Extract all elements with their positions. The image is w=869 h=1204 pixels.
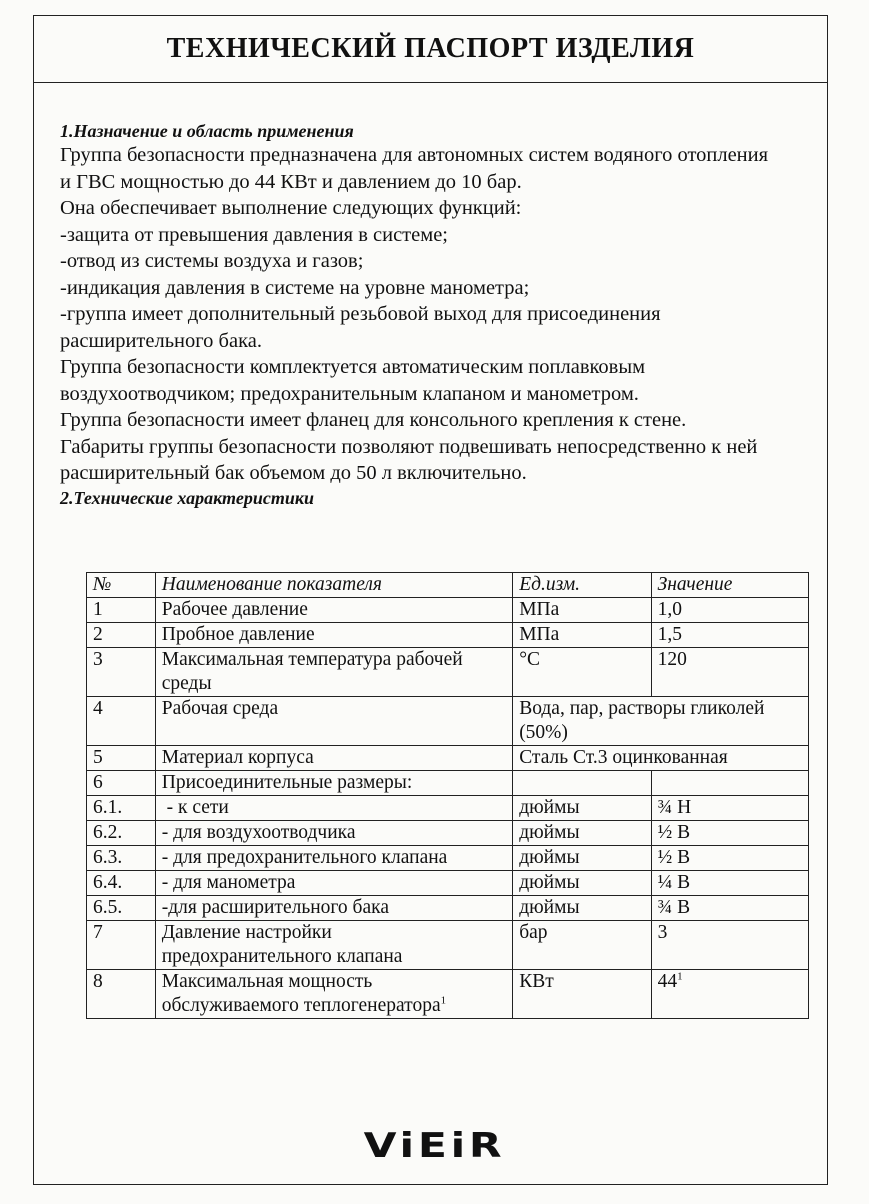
row-name: Материал корпуса xyxy=(155,746,512,771)
row-unit xyxy=(513,771,651,796)
table-row xyxy=(87,697,809,746)
table-row xyxy=(87,821,809,846)
row-name: Давление настройки предохранительного клапана xyxy=(155,921,512,970)
list-item: -отвод из системы воздуха и газов; xyxy=(60,250,364,272)
column-header: Наименование показателя xyxy=(155,573,512,598)
table-row xyxy=(87,623,809,648)
paragraph: Группа безопасности предназначена для автономных систем водяного отопления и ГВС мощностью до 44 КВт и давлением до 10 бар. xyxy=(60,144,769,193)
table-row xyxy=(87,746,809,771)
column-header: № xyxy=(87,573,156,598)
footnote-mark: 1 xyxy=(677,970,683,983)
paragraph: Она обеспечивает выполнение следующих функций: xyxy=(60,197,522,219)
row-number: 8 xyxy=(87,970,156,1019)
row-unit-value: Вода, пар, растворы гликолей (50%) xyxy=(513,697,809,746)
row-value: ½ В xyxy=(651,821,808,846)
row-name: - для воздухоотводчика xyxy=(155,821,512,846)
section-heading: 2.Технические характеристики xyxy=(60,487,314,508)
column-header: Ед.изм. xyxy=(513,573,651,598)
list-item: -индикация давления в системе на уровне манометра; xyxy=(60,276,530,299)
table-row xyxy=(87,771,809,796)
row-name: - для манометра xyxy=(155,871,512,896)
row-unit: дюймы xyxy=(513,846,651,871)
row-number: 2 xyxy=(87,623,156,648)
row-name-cell xyxy=(155,970,512,1019)
row-unit: °C xyxy=(513,648,651,697)
vieir-logo: ViEiR xyxy=(363,1126,506,1166)
table-row xyxy=(87,648,809,697)
row-name: Рабочее давление xyxy=(155,598,512,623)
row-unit: МПа xyxy=(513,623,651,648)
footnote-mark: 1 xyxy=(440,994,447,1007)
section-heading: 1.Назначение и область применения xyxy=(60,121,354,141)
title-row xyxy=(34,16,827,83)
row-value: 120 xyxy=(651,648,808,697)
paragraph: Группа безопасности имеет фланец для консольного крепления к стене. xyxy=(60,409,687,431)
row-unit: бар xyxy=(513,921,651,970)
row-number: 6.3. xyxy=(87,846,156,871)
row-value: 3 xyxy=(651,921,808,970)
row-unit: дюймы xyxy=(513,871,651,896)
row-value: 1,0 xyxy=(651,598,808,623)
row-number: 6.5. xyxy=(87,896,156,921)
table-row xyxy=(87,871,809,896)
row-unit: КВт xyxy=(513,970,651,1019)
row-unit: МПа xyxy=(513,598,651,623)
row-number: 6.4. xyxy=(87,871,156,896)
row-name: - для предохранительного клапана xyxy=(155,846,512,871)
row-number: 6.2. xyxy=(87,821,156,846)
page-title: ТЕХНИЧЕСКИЙ ПАСПОРТ ИЗДЕЛИЯ xyxy=(166,33,695,64)
row-value: ¼ В xyxy=(651,871,808,896)
row-value-cell xyxy=(651,970,808,1019)
row-unit: дюймы xyxy=(513,896,651,921)
row-number: 6 xyxy=(87,771,156,796)
table-row xyxy=(87,846,809,871)
row-number: 4 xyxy=(87,697,156,746)
row-name: Присоединительные размеры: xyxy=(155,771,512,796)
row-value: ½ В xyxy=(651,846,808,871)
row-number: 6.1. xyxy=(87,796,156,821)
row-unit-value: Сталь Ст.3 оцинкованная xyxy=(513,746,809,771)
column-header: Значение xyxy=(651,573,808,598)
row-value: ¾ В xyxy=(651,896,808,921)
row-value xyxy=(651,771,808,796)
section-purpose xyxy=(60,120,780,509)
row-value: 44 xyxy=(657,971,678,992)
row-name: Рабочая среда xyxy=(155,697,512,746)
row-value: ¾ Н xyxy=(651,796,808,821)
table-row xyxy=(87,896,809,921)
table-row xyxy=(87,796,809,821)
table-row xyxy=(87,921,809,970)
row-name: -для расширительного бака xyxy=(155,896,512,921)
row-name: - к сети xyxy=(155,796,512,821)
list-item: -защита от превышения давления в системе; xyxy=(60,223,448,246)
row-name: Пробное давление xyxy=(155,623,512,648)
row-name: Максимальная мощность обслуживаемого теплогенератора xyxy=(161,971,441,1016)
paragraph: Габариты группы безопасности позволяют подвешивать непосредственно к ней расширительный бак объемом до 50 л включительно. xyxy=(60,435,758,484)
row-number: 5 xyxy=(87,746,156,771)
row-name: Максимальная температура рабочей среды xyxy=(155,648,512,697)
row-unit: дюймы xyxy=(513,796,651,821)
spec-table xyxy=(86,572,809,1019)
row-number: 1 xyxy=(87,598,156,623)
table-header-row xyxy=(87,573,809,598)
row-number: 7 xyxy=(87,921,156,970)
list-item: -группа имеет дополнительный резьбовой выход для присоединения расширительного бака. xyxy=(60,303,661,352)
row-unit: дюймы xyxy=(513,821,651,846)
row-value: 1,5 xyxy=(651,623,808,648)
row-number: 3 xyxy=(87,648,156,697)
table-row xyxy=(87,970,809,1019)
paragraph: Группа безопасности комплектуется автоматическим поплавковым воздухоотводчиком; предохранительным клапаном и манометром. xyxy=(60,356,646,405)
table-row xyxy=(87,598,809,623)
